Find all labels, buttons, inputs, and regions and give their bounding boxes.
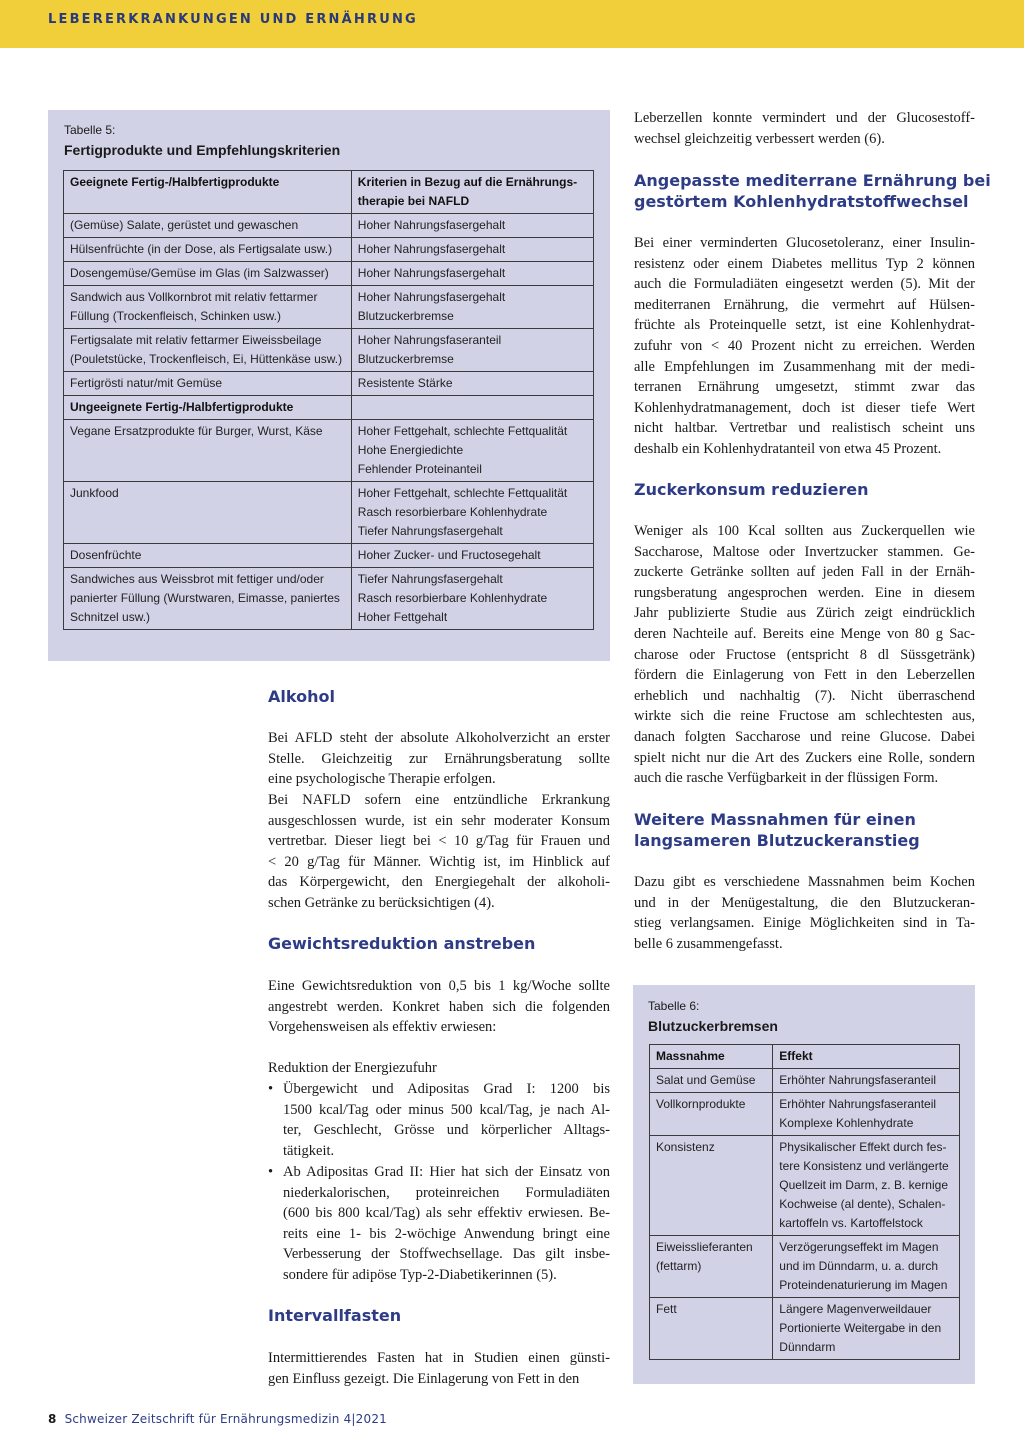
text-line: Eine Gewichtsreduktion von 0,5 bis 1 kg/Woche sollte: [268, 978, 610, 994]
product-cell: [64, 262, 352, 286]
bullet-point: •: [268, 1081, 274, 1097]
cell-line: Physikalischer Effekt durch fes-: [779, 1140, 947, 1154]
table-row: [64, 420, 594, 482]
text-line: vertretbar. Dieser liegt bei < 10 g/Tag für Frauen und: [268, 833, 610, 850]
text-line: Bei AFLD steht der absolute Alkoholverzicht an erster: [268, 730, 610, 746]
cell-line: Hoher Fettgehalt, schlechte Fettqualität: [357, 486, 568, 500]
cell-line: therapie bei NAFLD: [357, 194, 470, 208]
text-line: danach folgten Saccharose und reine Glucose. Dabei: [634, 728, 975, 745]
cell-line: Hoher Nahrungsfasergehalt: [357, 290, 506, 304]
criteria-cell: [351, 420, 593, 482]
table-row: [64, 286, 594, 329]
cell-line: Fertigrösti natur/mit Gemüse: [70, 376, 223, 390]
text-line: wechsel gleichzeitig verbessert werden (6).: [634, 130, 885, 147]
cell-line: Blutzuckerbremse: [357, 352, 454, 366]
text-line: zuckerte Getränke sollten auf jeden Fall in der Ernäh-: [634, 564, 975, 581]
product-cell: [64, 544, 352, 568]
alkohol-paragraph-1: [268, 728, 610, 790]
measure-cell: [650, 1136, 773, 1236]
table6-box: [633, 985, 975, 1384]
text-line: Zuckerkonsum reduzieren: [634, 480, 869, 499]
cell-line: Hoher Nahrungsfasergehalt: [357, 266, 506, 280]
text-line: resistenz oder einem Diabetes mellitus Typ 2 können: [634, 255, 975, 272]
text-line: ter, Geschlecht, Grösse und körperlicher Alltags-: [283, 1122, 610, 1139]
cell-line: Vegane Ersatzprodukte für Burger, Wurst, Käse: [70, 424, 323, 438]
cell-line: Hoher Nahrungsfaseranteil: [357, 333, 502, 347]
cell-line: Blutzuckerbremse: [357, 309, 454, 323]
effect-cell: [773, 1298, 960, 1360]
table6-title: Blutzuckerbremsen: [648, 1018, 778, 1034]
text-line: Bei einer verminderten Glucosetoleranz, einer Insulin-: [634, 235, 975, 251]
effect-cell: [773, 1069, 960, 1093]
cell-line: Füllung (Trockenfleisch, Schinken usw.): [70, 309, 281, 323]
empty-cell: [351, 396, 593, 420]
text-line: fördern die Einlagerung von Fett in den Leberzellen: [634, 667, 975, 684]
cell-line: Effekt: [779, 1049, 813, 1063]
product-cell: [64, 238, 352, 262]
header-cell: [650, 1045, 773, 1069]
cell-line: Fett: [656, 1302, 677, 1316]
text-line: Stelle. Gleichzeitig zur Ernährungsberatung sollte: [268, 750, 610, 767]
table6-caption: Tabelle 6:: [648, 999, 700, 1013]
cell-line: Rasch resorbierbare Kohlenhydrate: [357, 505, 548, 519]
table-row: [64, 214, 594, 238]
text-line: (600 bis 800 kcal/Tag) als sehr effektiv erwiesen. Be-: [283, 1205, 610, 1222]
heading-alkohol: Alkohol: [268, 687, 335, 706]
effect-cell: [773, 1136, 960, 1236]
table-row: [64, 568, 594, 630]
cell-line: Hülsenfrüchte (in der Dose, als Fertigsalate usw.): [70, 242, 333, 256]
cell-line: Hoher Zucker- und Fructosegehalt: [357, 548, 541, 562]
heading-weitere-massnahmen: [634, 809, 920, 851]
text-line: deren Nachteile auf. Bereits eine Menge von 80 g Sac-: [634, 625, 975, 642]
bullet-2-text: [283, 1162, 610, 1286]
zucker-paragraph: [634, 521, 975, 789]
text-line: reits eine 1- bis 2-wöchige Anwendung bringt eine: [283, 1225, 610, 1242]
text-line: gestörtem Kohlenhydratstoffwechsel: [634, 192, 969, 211]
cell-line: Erhöhter Nahrungsfaseranteil: [779, 1097, 937, 1111]
header-cell: [351, 171, 593, 214]
table5: [63, 170, 594, 630]
measure-cell: [650, 1236, 773, 1298]
product-cell: [64, 568, 352, 630]
text-line: mediterranen Ernährung, die vermehrt auf Hülsen-: [634, 296, 975, 313]
criteria-cell: [351, 238, 593, 262]
cell-line: Komplexe Kohlenhydrate: [779, 1116, 914, 1130]
text-line: langsameren Blutzuckeranstieg: [634, 831, 920, 850]
cell-line: Geeignete Fertig-/Halbfertigprodukte: [70, 175, 280, 189]
heading-zuckerkonsum: [634, 479, 869, 500]
table-row: [650, 1236, 960, 1298]
cell-line: Portionierte Weitergabe in den: [779, 1321, 942, 1335]
effect-cell: [773, 1093, 960, 1136]
cell-line: Tiefer Nahrungsfasergehalt: [357, 524, 503, 538]
gewicht-paragraph-1: [268, 976, 610, 1038]
heading-mediterran: [634, 170, 991, 212]
text-line: das Körpergewicht, den Energiegehalt der alkoholi-: [268, 874, 610, 891]
text-line: Jahr publizierte Studie aus Zürich zeigt eindrücklich: [634, 605, 975, 622]
product-cell: [64, 420, 352, 482]
text-line: auch die Formuladiäten eingesetzt werden (5). Mit der: [634, 276, 975, 293]
cell-line: Schnitzel usw.): [70, 610, 151, 624]
table-row: [650, 1298, 960, 1360]
section-title: LEBERERKRANKUNGEN UND ERNÄHRUNG: [48, 12, 418, 27]
heading-intervallfasten: Intervallfasten: [268, 1306, 402, 1325]
cell-line: Ungeeignete Fertig-/Halbfertigprodukte: [70, 400, 294, 414]
header-bar: [0, 0, 1024, 48]
cell-line: Sandwich aus Vollkornbrot mit relativ fettarmer: [70, 290, 318, 304]
header-cell: [64, 171, 352, 214]
alkohol-paragraph-2: [268, 790, 610, 914]
col3-intro-paragraph: [634, 108, 975, 149]
text-line: niederkalorischen, proteinreichen Formuladiäten: [283, 1184, 610, 1201]
table5-caption: Tabelle 5:: [64, 123, 116, 137]
criteria-cell: [351, 329, 593, 372]
criteria-cell: [351, 568, 593, 630]
bullet-1-text: [283, 1079, 610, 1161]
cell-line: Dosengemüse/Gemüse im Glas (im Salzwasser): [70, 266, 329, 280]
cell-line: Eiweisslieferanten: [656, 1240, 753, 1254]
cell-line: Kriterien in Bezug auf die Ernährungs-: [357, 175, 578, 189]
criteria-cell: [351, 372, 593, 396]
cell-line: Dünndarm: [779, 1340, 836, 1354]
text-line: Angepasste mediterrane Ernährung bei: [634, 171, 991, 190]
effect-cell: [773, 1236, 960, 1298]
product-cell: [64, 372, 352, 396]
cell-line: kartoffeln vs. Kartoffelstock: [779, 1216, 923, 1230]
text-line: gen Einfluss gezeigt. Die Einlagerung von Fett in den: [268, 1370, 580, 1387]
page-number: 8: [48, 1412, 57, 1426]
text-line: Ab Adipositas Grad II: Hier hat sich der Einsatz von: [283, 1164, 610, 1180]
table-row: [64, 262, 594, 286]
cell-line: tere Konsistenz und verlängerte: [779, 1159, 949, 1173]
cell-line: Quellzeit im Darm, z. B. kernige: [779, 1178, 948, 1192]
text-line: Übergewicht und Adipositas Grad I: 1200 bis: [283, 1081, 610, 1097]
criteria-cell: [351, 286, 593, 329]
product-cell: [64, 482, 352, 544]
text-line: erheblich und nachhaltig (7). Nicht überraschend: [634, 687, 975, 704]
heading-gewichtsreduktion: Gewichtsreduktion anstreben: [268, 934, 536, 953]
table-row: [64, 372, 594, 396]
cell-line: Tiefer Nahrungsfasergehalt: [357, 572, 503, 586]
text-line: zufuhr von < 40 Prozent nicht zu erreichen. Werden: [634, 337, 975, 354]
table-row: [650, 1069, 960, 1093]
cell-line: Resistente Stärke: [357, 376, 453, 390]
text-line: belle 6 zusammengefasst.: [634, 935, 783, 952]
cell-line: Konsistenz: [656, 1140, 715, 1154]
text-line: schen Getränke zu berücksichtigen (4).: [268, 894, 495, 911]
text-line: Verbesserung der Stoffwechsellage. Das gilt insbe-: [283, 1246, 610, 1263]
mediterran-paragraph: [634, 233, 975, 460]
text-line: spielt nicht nur die Art des Zuckers eine Rolle, sondern: [634, 749, 975, 766]
cell-line: Hoher Fettgehalt, schlechte Fettqualität: [357, 424, 568, 438]
text-line: 1500 kcal/Tag oder minus 500 kcal/Tag, je nach Al-: [283, 1101, 610, 1118]
cell-line: (fettarm): [656, 1259, 702, 1273]
text-line: ausgeschlossen wurde, ist ein sehr moderater Konsum: [268, 812, 610, 829]
text-line: Saccharose, Maltose oder Invertzucker stammen. Ge-: [634, 543, 975, 560]
cell-line: (Pouletstücke, Trockenfleisch, Ei, Hüttenkäse usw.): [70, 352, 343, 366]
product-cell: [64, 329, 352, 372]
table-header-row: [650, 1045, 960, 1069]
cell-line: Junkfood: [70, 486, 119, 500]
cell-line: und im Dünndarm, u. a. durch: [779, 1259, 939, 1273]
text-line: tätigkeit.: [283, 1142, 335, 1159]
cell-line: Dosenfrüchte: [70, 548, 142, 562]
journal-name: Schweizer Zeitschrift für Ernährungsmedizin 4|2021: [64, 1412, 387, 1426]
cell-line: Hoher Fettgehalt: [357, 610, 448, 624]
measure-cell: [650, 1093, 773, 1136]
cell-line: Massnahme: [656, 1049, 725, 1063]
page-footer: [48, 1412, 387, 1426]
table6: [649, 1044, 960, 1360]
table-header-row: [64, 171, 594, 214]
text-line: Leberzellen konnte vermindert und der Glucosestoff-: [634, 110, 975, 126]
table-row: [650, 1093, 960, 1136]
criteria-cell: [351, 262, 593, 286]
cell-line: Sandwiches aus Weissbrot mit fettiger und/oder: [70, 572, 324, 586]
text-line: nicht haltbar. Vertretbar und realistisch scheint uns: [634, 420, 975, 437]
text-line: Dazu gibt es verschiedene Massnahmen beim Kochen: [634, 874, 975, 890]
table-row: [650, 1136, 960, 1236]
measure-cell: [650, 1069, 773, 1093]
cell-line: Längere Magenverweildauer: [779, 1302, 932, 1316]
table-row: [64, 544, 594, 568]
cell-line: (Gemüse) Salate, gerüstet und gewaschen: [70, 218, 299, 232]
weitere-paragraph: [634, 872, 975, 954]
text-line: sondere für adipöse Typ-2-Diabetikerinnen (5).: [283, 1266, 557, 1283]
cell-line: Hohe Energiedichte: [357, 443, 464, 457]
text-line: früchte als Proteinquelle setzt, ist eine Kohlenhydrat-: [634, 317, 975, 334]
table5-box: [48, 110, 610, 661]
text-line: alle Empfehlungen im Zusammenhang mit der medi-: [634, 358, 975, 375]
gewicht-paragraph-2: [268, 1058, 610, 1079]
cell-line: Hoher Nahrungsfasergehalt: [357, 218, 506, 232]
cell-line: Proteindenaturierung im Magen: [779, 1278, 948, 1292]
table5-title: Fertigprodukte und Empfehlungskriterien: [64, 142, 341, 158]
text-line: Reduktion der Energiezufuhr: [268, 1060, 437, 1076]
table-row: [64, 482, 594, 544]
measure-cell: [650, 1298, 773, 1360]
cell-line: Hoher Nahrungsfasergehalt: [357, 242, 506, 256]
table-row: [64, 329, 594, 372]
cell-line: Erhöhter Nahrungsfaseranteil: [779, 1073, 937, 1087]
text-line: angestrebt werden. Konkret haben sich die folgenden: [268, 998, 610, 1015]
text-line: Weitere Massnahmen für einen: [634, 810, 916, 829]
text-line: auch die rasche Verfügbarkeit in der flüssigen Form.: [634, 770, 939, 787]
text-line: stieg verlangsamen. Einige Möglichkeiten sind in Ta-: [634, 915, 975, 932]
cell-line: Fehlender Proteinanteil: [357, 462, 482, 476]
subheader-cell: [64, 396, 352, 420]
cell-line: Rasch resorbierbare Kohlenhydrate: [357, 591, 548, 605]
cell-line: panierter Füllung (Wurstwaren, Eimasse, paniertes: [70, 591, 340, 605]
text-line: Intermittierendes Fasten hat in Studien einen günsti-: [268, 1350, 610, 1366]
cell-line: Vollkornprodukte: [656, 1097, 746, 1111]
bullet-point: •: [268, 1164, 274, 1180]
product-cell: [64, 214, 352, 238]
text-line: charose oder Fructose (entspricht 8 dl Süssgetränk): [634, 646, 975, 663]
criteria-cell: [351, 544, 593, 568]
text-line: deshalb ein Kohlenhydratanteil von etwa 45 Prozent.: [634, 440, 942, 457]
text-line: < 20 g/Tag für Männer. Wichtig ist, im Hinblick auf: [268, 853, 610, 870]
cell-line: Fertigsalate mit relativ fettarmer Eiweissbeilage: [70, 333, 322, 347]
table-row: [64, 238, 594, 262]
table-subheader-row: [64, 396, 594, 420]
text-line: und in der Menügestaltung, die den Blutzuckeran-: [634, 894, 975, 911]
text-line: Kohlenhydratmanagement, doch ist dieser tiefe Wert: [634, 399, 975, 416]
text-line: wirkte sich die reine Fructose am schlechtesten aus,: [634, 708, 975, 725]
criteria-cell: [351, 214, 593, 238]
text-line: Bei NAFLD sofern eine entzündliche Erkrankung: [268, 792, 610, 808]
cell-line: Salat und Gemüse: [656, 1073, 756, 1087]
criteria-cell: [351, 482, 593, 544]
cell-line: Kochweise (al dente), Schalen-: [779, 1197, 946, 1211]
text-line: eine psychologische Therapie erfolgen.: [268, 771, 496, 788]
text-line: rungsberatung angesprochen werden. Eine in diesem: [634, 584, 975, 601]
cell-line: Verzögerungseffekt im Magen: [779, 1240, 939, 1254]
text-line: Vorgehensweisen als effektiv erwiesen:: [268, 1019, 497, 1036]
product-cell: [64, 286, 352, 329]
text-line: Weniger als 100 Kcal sollten aus Zuckerquellen wie: [634, 523, 975, 539]
intervall-paragraph-1: [268, 1348, 610, 1389]
text-line: terranen Ernährung umgesetzt, stimmt zwar das: [634, 379, 975, 396]
header-cell: [773, 1045, 960, 1069]
